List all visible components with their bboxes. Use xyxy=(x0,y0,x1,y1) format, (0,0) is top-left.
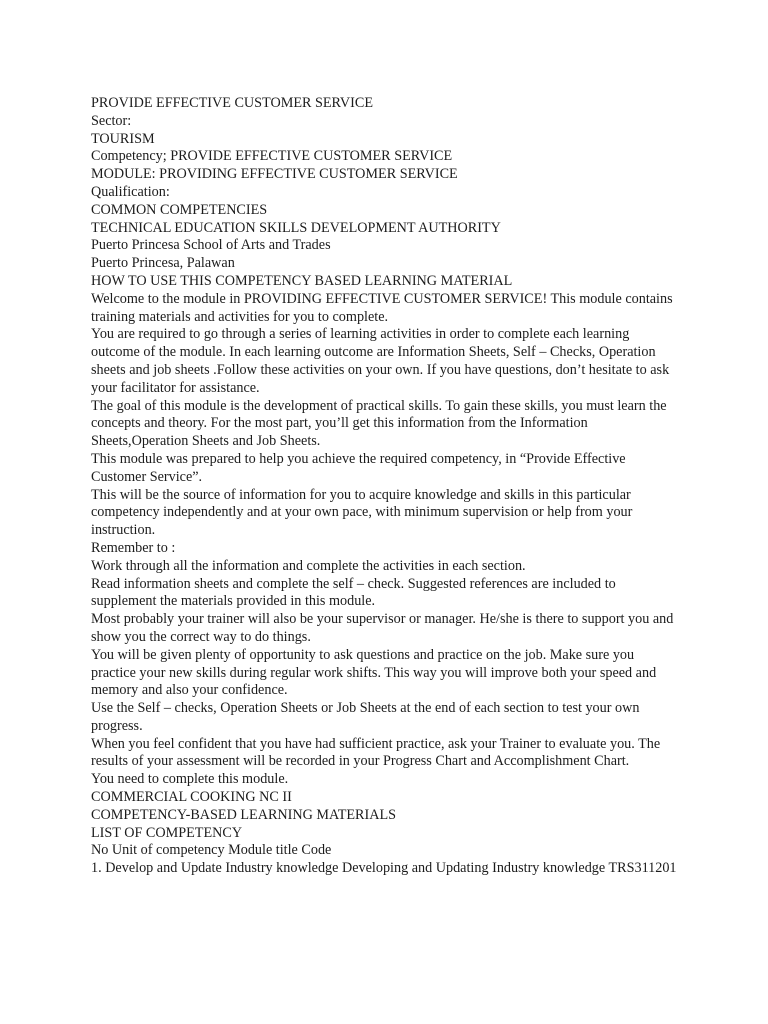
qualification-value: COMMON COMPETENCIES xyxy=(91,201,268,218)
table-row: 1. Develop and Update Industry knowledge Developing and Updating Industry knowledge TRS311201 xyxy=(91,860,677,877)
paragraph-activities: You are required to go through a series of learning activities in order to complete each learning outcome of the module. In each learning outcome are Information Sheets, Self – Checks, Operation sheets and job sheets .Follow these activities on your own. If you have questions, don’t hesitate to ask your facilitator for assistance. xyxy=(91,326,670,396)
list-heading: LIST OF COMPETENCY xyxy=(91,824,243,841)
remember-item: Most probably your trainer will also be your supervisor or manager. He/she is there to support you and show you the correct way to do things. xyxy=(91,611,674,645)
competency-line: Competency; PROVIDE EFFECTIVE CUSTOMER SERVICE xyxy=(91,148,453,165)
remember-label: Remember to : xyxy=(91,539,176,556)
remember-item: You need to complete this module. xyxy=(91,771,289,788)
paragraph-goal: The goal of this module is the development of practical skills. To gain these skills, you must learn the concepts and theory. For the most part, you’ll get this information from the Information Sheets,Operation Sheets and Job Sheets. xyxy=(91,397,667,450)
location-line: Puerto Princesa, Palawan xyxy=(91,255,235,272)
paragraph-source: This will be the source of information for you to acquire knowledge and skills in this particular competency independently and at your own pace, with minimum supervision or help from your instruction. xyxy=(91,486,633,539)
document-page xyxy=(91,95,681,878)
document-title: PROVIDE EFFECTIVE CUSTOMER SERVICE xyxy=(91,95,373,111)
remember-item: When you feel confident that you have had sufficient practice, ask your Trainer to evaluate you. The results of your assessment will be recorded in your Progress Chart and Accomplishment Chart. xyxy=(91,735,661,770)
remember-item: Use the Self – checks, Operation Sheets or Job Sheets at the end of each section to test your own progress. xyxy=(91,700,640,734)
remember-item: You will be given plenty of opportunity to ask questions and practice on the job. Make sure you practice your new skills during regular work shifts. This way you will improve both your speed and memory and also your confidence. xyxy=(91,646,657,699)
paragraph-welcome: Welcome to the module in PROVIDING EFFECTIVE CUSTOMER SERVICE! This module contains training materials and activities for you to complete. xyxy=(91,290,673,325)
paragraph-prepared: This module was prepared to help you achieve the required competency, in “Provide Effective Customer Service”. xyxy=(91,450,626,485)
authority-line: TECHNICAL EDUCATION SKILLS DEVELOPMENT AUTHORITY xyxy=(91,219,501,236)
sector-label: Sector: xyxy=(91,112,132,129)
remember-item: Work through all the information and complete the activities in each section. xyxy=(91,557,526,574)
course-line: COMMERCIAL COOKING NC II xyxy=(91,789,292,806)
table-header: No Unit of competency Module title Code xyxy=(91,842,332,859)
qualification-label: Qualification: xyxy=(91,183,170,200)
module-line: MODULE: PROVIDING EFFECTIVE CUSTOMER SERVICE xyxy=(91,166,458,183)
cblm-heading: COMPETENCY-BASED LEARNING MATERIALS xyxy=(91,806,397,823)
remember-item: Read information sheets and complete the self – check. Suggested references are included to supplement the materials provided in this module. xyxy=(91,575,616,610)
how-to-heading: HOW TO USE THIS COMPETENCY BASED LEARNING MATERIAL xyxy=(91,272,513,289)
sector-value: TOURISM xyxy=(91,130,155,147)
school-line: Puerto Princesa School of Arts and Trades xyxy=(91,237,331,254)
